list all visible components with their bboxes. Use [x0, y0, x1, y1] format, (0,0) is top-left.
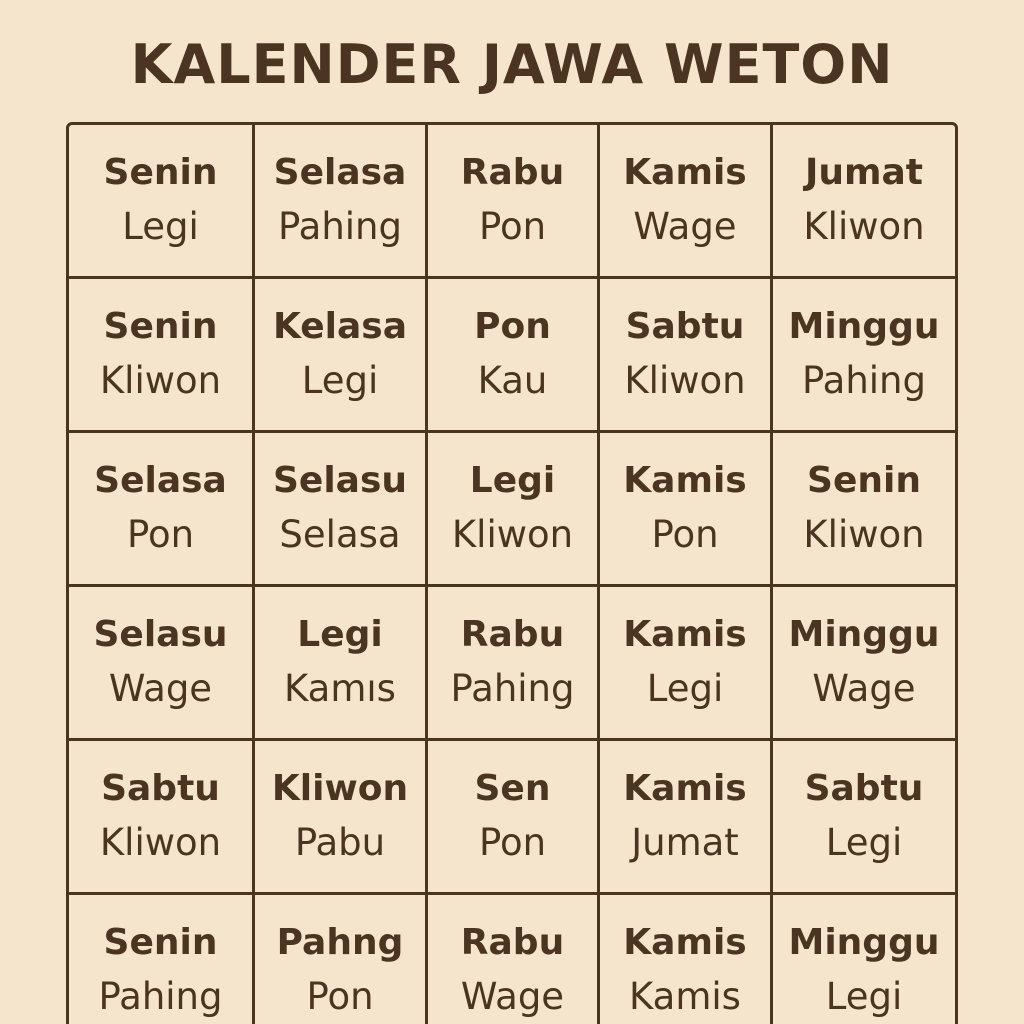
weton-grid	[66, 122, 958, 1024]
grid-row	[69, 895, 955, 1024]
weton-cell	[773, 587, 955, 738]
day-name: Sabtu	[804, 767, 924, 809]
grid-row	[69, 433, 955, 587]
day-name: Pahng	[276, 921, 404, 963]
weton-cell	[428, 587, 600, 738]
weton-cell	[600, 741, 773, 892]
day-name: Rabu	[460, 613, 565, 655]
weton-cell	[773, 741, 955, 892]
weton-cell	[69, 895, 255, 1024]
pasaran-name: Legi	[646, 666, 724, 710]
day-name: Kamis	[623, 459, 747, 501]
page-title: KALENDER JAWA WETON	[130, 33, 894, 96]
grid-row	[69, 279, 955, 433]
day-name: Rabu	[460, 921, 565, 963]
pasaran-name: Pon	[478, 820, 547, 864]
day-name: Selasa	[273, 151, 407, 193]
weton-cell	[428, 433, 600, 584]
weton-cell	[600, 125, 773, 276]
day-name: Kamis	[623, 921, 747, 963]
weton-cell	[69, 587, 255, 738]
weton-cell	[428, 279, 600, 430]
day-name: Jumat	[804, 151, 924, 193]
pasaran-name: Jumat	[631, 820, 739, 864]
pasaran-name: Legi	[301, 358, 379, 402]
pasaran-name: Pon	[126, 512, 195, 556]
weton-cell	[255, 279, 428, 430]
pasaran-name: Legi	[122, 204, 199, 248]
pasaran-name: Kliwon	[99, 820, 222, 864]
day-name: Senin	[807, 459, 921, 501]
pasaran-name: Pon	[478, 204, 547, 248]
weton-cell	[773, 895, 955, 1024]
weton-cell	[69, 741, 255, 892]
weton-cell	[255, 895, 428, 1024]
pasaran-name: Kau	[477, 358, 548, 402]
pasaran-name: Wage	[633, 204, 737, 248]
weton-cell	[255, 741, 428, 892]
weton-cell	[600, 279, 773, 430]
day-name: Legi	[469, 459, 556, 501]
weton-cell	[69, 279, 255, 430]
pasaran-name: Pahing	[802, 358, 926, 402]
pasaran-name: Pahing	[450, 666, 575, 710]
day-name: Senin	[103, 921, 218, 963]
day-name: Minggu	[788, 921, 940, 963]
day-name: Kamis	[623, 613, 747, 655]
weton-cell	[255, 125, 428, 276]
day-name: Sabtu	[101, 767, 220, 809]
day-name: Selasu	[272, 459, 408, 501]
pasaran-name: Pahing	[98, 974, 223, 1018]
grid-row	[69, 741, 955, 895]
pasaran-name: Kliwon	[451, 512, 574, 556]
pasaran-name: Kliwon	[803, 204, 925, 248]
day-name: Selasa	[94, 459, 227, 501]
day-name: Rabu	[460, 151, 565, 193]
pasaran-name: Kliwon	[624, 358, 746, 402]
weton-cell	[428, 741, 600, 892]
grid-row	[69, 125, 955, 279]
pasaran-name: Selasa	[279, 512, 401, 556]
pasaran-name: Legi	[825, 974, 903, 1018]
pasaran-name: Kamıs	[284, 666, 396, 710]
day-name: Kamis	[623, 767, 747, 809]
weton-cell	[428, 125, 600, 276]
day-name: Minggu	[788, 613, 940, 655]
weton-cell	[600, 587, 773, 738]
pasaran-name: Legi	[825, 820, 903, 864]
day-name: Legi	[297, 613, 383, 655]
day-name: Kelasa	[272, 305, 408, 347]
day-name: Kliwon	[271, 767, 409, 809]
day-name: Senin	[103, 151, 218, 193]
day-name: Senin	[103, 305, 218, 347]
day-name: Sen	[474, 767, 551, 809]
pasaran-name: Wage	[460, 974, 565, 1018]
day-name: Sabtu	[625, 305, 745, 347]
grid-row	[69, 587, 955, 741]
weton-cell	[773, 433, 955, 584]
day-name: Minggu	[788, 305, 940, 347]
pasaran-name: Wage	[108, 666, 213, 710]
weton-cell	[600, 895, 773, 1024]
pasaran-name: Pahing	[278, 204, 402, 248]
pasaran-name: Kliwon	[99, 358, 222, 402]
weton-cell	[773, 279, 955, 430]
day-name: Selasu	[93, 613, 228, 655]
pasaran-name: Pon	[306, 974, 374, 1018]
day-name: Kamis	[623, 151, 747, 193]
pasaran-name: Pabu	[294, 820, 386, 864]
pasaran-name: Pon	[651, 512, 719, 556]
day-name: Pon	[474, 305, 551, 347]
weton-cell	[773, 125, 955, 276]
pasaran-name: Wage	[812, 666, 916, 710]
weton-cell	[69, 125, 255, 276]
weton-cell	[428, 895, 600, 1024]
weton-cell	[255, 587, 428, 738]
weton-cell	[600, 433, 773, 584]
pasaran-name: Kliwon	[803, 512, 925, 556]
pasaran-name: Kamis	[629, 974, 741, 1018]
weton-cell	[69, 433, 255, 584]
weton-cell	[255, 433, 428, 584]
